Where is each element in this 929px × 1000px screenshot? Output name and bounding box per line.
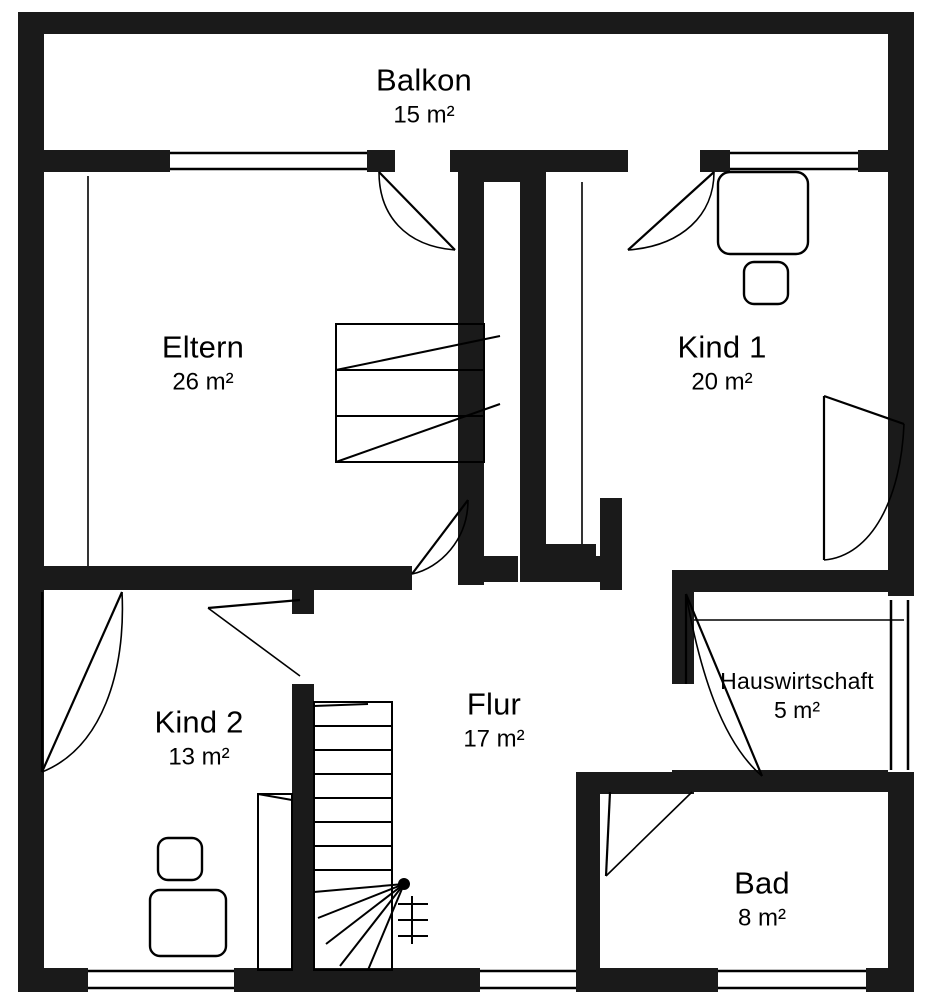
- room-name: Bad: [734, 865, 790, 901]
- room-area: 26 m²: [172, 368, 234, 396]
- room-area: 8 m²: [737, 904, 786, 932]
- room-area: 20 m²: [691, 368, 753, 396]
- room-area: 13 m²: [168, 743, 230, 771]
- room-area: 5 m²: [773, 697, 820, 723]
- room-name: Flur: [466, 686, 522, 722]
- interior-walls: [30, 160, 904, 972]
- room-name: Eltern: [161, 329, 245, 365]
- room-area: 15 m²: [393, 101, 455, 129]
- room-name: Balkon: [376, 62, 472, 98]
- bottom-windows: [88, 596, 914, 992]
- room-name: Hauswirtschaft: [720, 667, 874, 694]
- room-name: Kind 2: [154, 704, 244, 740]
- room-area: 17 m²: [463, 725, 525, 753]
- room-name: Kind 1: [677, 329, 767, 365]
- stairs-lower: [258, 702, 428, 970]
